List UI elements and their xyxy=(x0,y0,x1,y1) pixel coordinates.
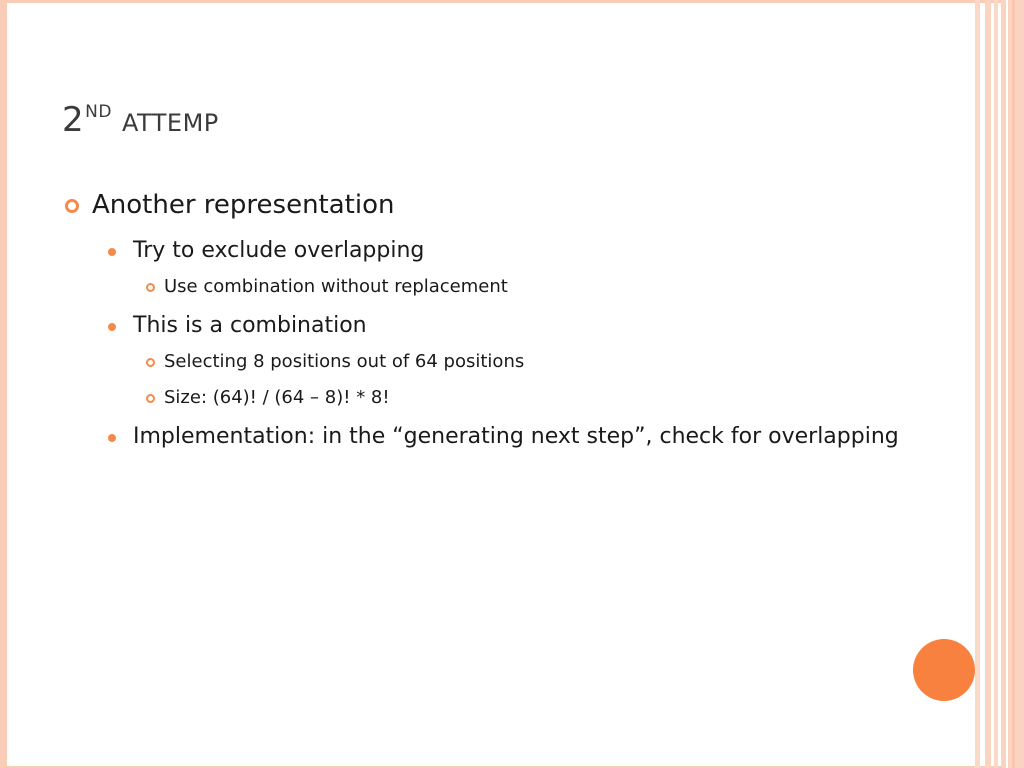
bullet-item xyxy=(62,348,922,376)
bullet-item xyxy=(62,384,922,412)
right-stripe xyxy=(975,0,980,768)
bullet-text: Selecting 8 positions out of 64 positions xyxy=(164,351,525,372)
decorative-circle xyxy=(913,639,975,701)
title-number: 2 xyxy=(62,100,85,140)
right-stripe xyxy=(985,0,991,768)
bullet-text: Try to exclude overlapping xyxy=(133,238,425,263)
bullet-list xyxy=(62,186,922,459)
title-text: ATTEMP xyxy=(121,109,219,137)
right-stripe xyxy=(994,0,998,768)
title-superscript: ND xyxy=(85,102,112,122)
dot-bullet-icon xyxy=(108,434,116,442)
bullet-text: Implementation: in the “generating next step”, check for overlapping xyxy=(133,424,899,449)
ring-bullet-icon xyxy=(146,358,155,367)
bullet-item xyxy=(62,420,922,453)
slide-title xyxy=(62,100,219,140)
bullet-text: Size: (64)! / (64 – 8)! * 8! xyxy=(164,387,390,408)
ring-bullet-icon xyxy=(65,199,79,213)
bullet-item xyxy=(62,234,922,267)
bullet-text: This is a combination xyxy=(133,313,367,338)
bullet-item xyxy=(62,309,922,342)
left-border xyxy=(0,0,7,768)
top-border xyxy=(0,0,1024,3)
bullet-item xyxy=(62,186,922,224)
bullet-text: Another representation xyxy=(92,190,395,220)
bullet-item xyxy=(62,273,922,301)
dot-bullet-icon xyxy=(108,248,116,256)
right-stripe xyxy=(1012,0,1015,768)
ring-bullet-icon xyxy=(146,394,155,403)
bullet-text: Use combination without replacement xyxy=(164,276,508,297)
ring-bullet-icon xyxy=(146,283,155,292)
dot-bullet-icon xyxy=(108,323,116,331)
right-stripe xyxy=(1006,0,1008,768)
